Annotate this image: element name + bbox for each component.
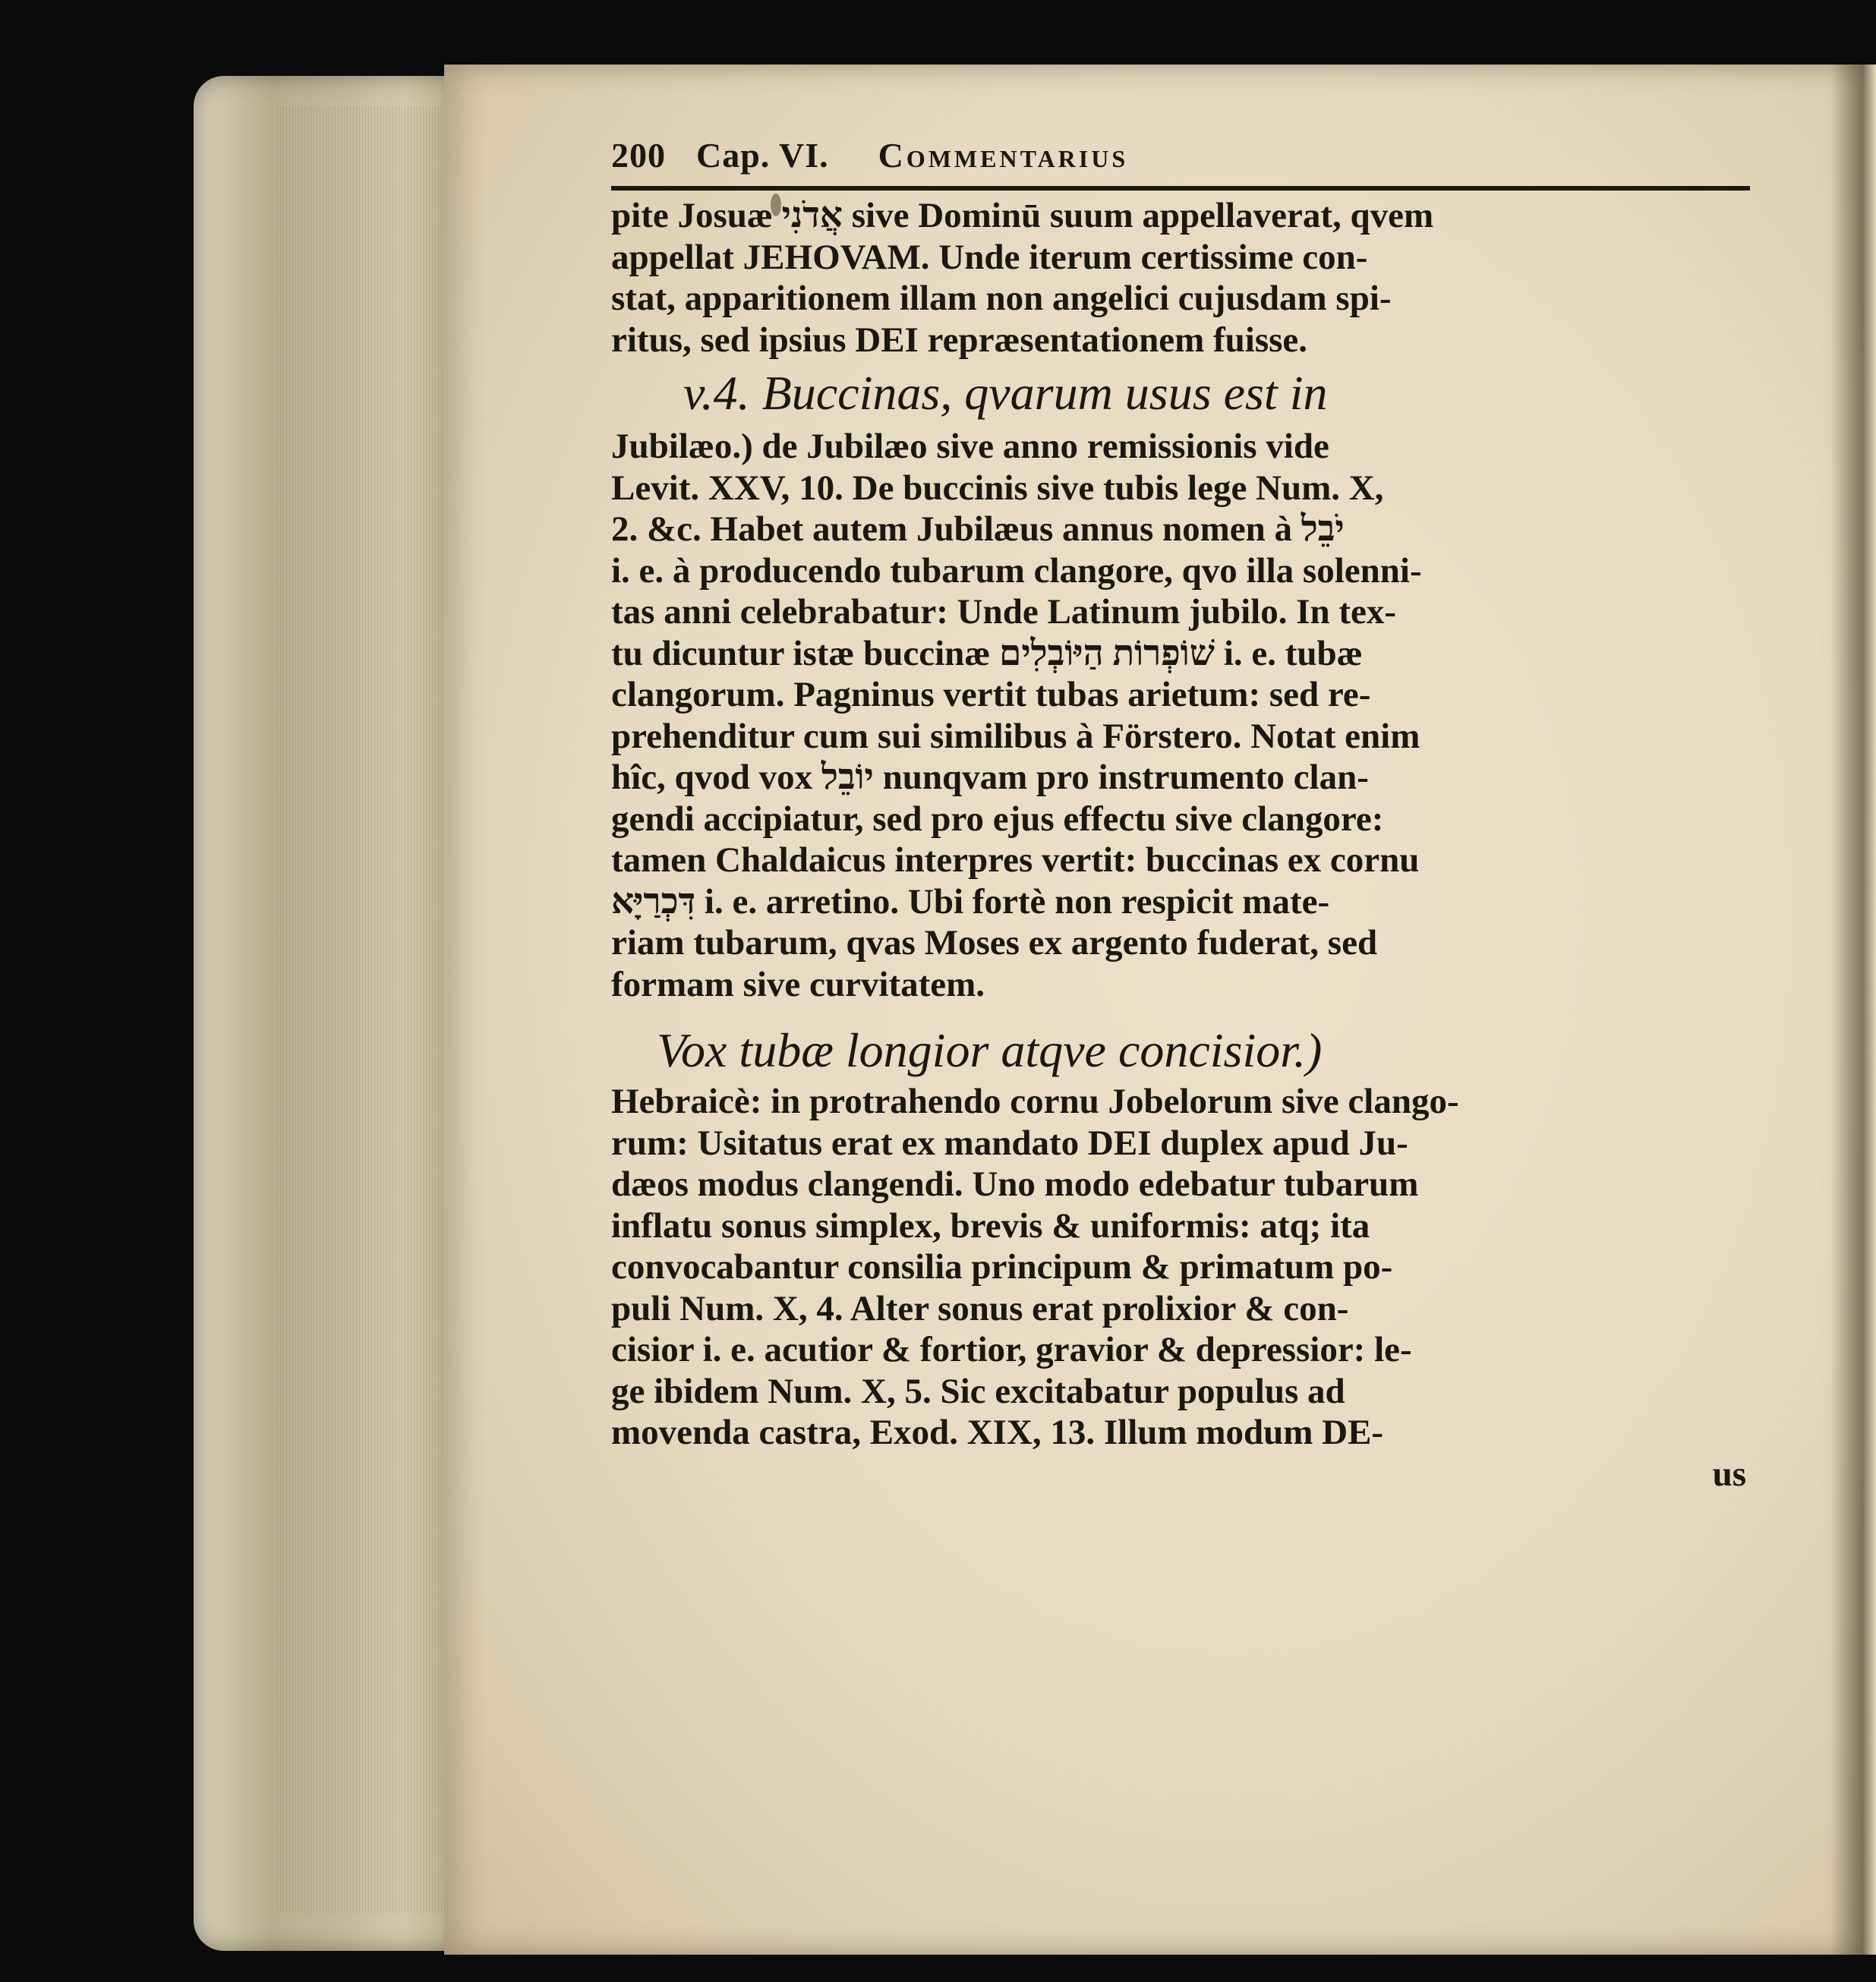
chapter-label: Cap. VI. <box>696 136 829 175</box>
text-line: ge ibidem Num. X, 5. Sic excitabatur populus ad <box>611 1371 1345 1411</box>
page-edge-lines <box>277 106 444 1913</box>
running-head <box>611 135 1750 191</box>
text-line: 2. &c. Habet autem Jubilæus annus nomen à יֹבֵל <box>611 509 1345 549</box>
verse-heading: v.4. Buccinas, qvarum usus est in <box>683 366 1328 420</box>
catchword: us <box>1712 1454 1746 1494</box>
text-line: appellat JEHOVAM. Unde iterum certissime con- <box>611 237 1368 277</box>
text-line: riam tubarum, qvas Moses ex argento fuderat, sed <box>611 923 1378 963</box>
page-edges <box>194 76 456 1951</box>
text-line: rum: Usitatus erat ex mandato DEI duplex apud Ju- <box>611 1123 1408 1163</box>
text-line: puli Num. X, 4. Alter sonus erat prolixior & con- <box>611 1288 1349 1328</box>
text-line: inflatu sonus simplex, brevis & uniformis: atq; ita <box>611 1205 1370 1246</box>
text-line: i. e. à producendo tubarum clangore, qvo illa solenni- <box>611 550 1422 591</box>
text-line: tamen Chaldaicus interpres vertit: buccinas ex cornu <box>611 840 1420 880</box>
text-line: prehenditur cum sui similibus à Förstero. Notat enim <box>611 716 1420 756</box>
text-line: tas anni celebrabatur: Unde Latinum jubilo. In tex- <box>611 592 1397 632</box>
text-line: ritus, sed ipsius DEI repræsentationem fuisse. <box>611 320 1308 360</box>
page-number: 200 <box>611 136 666 175</box>
running-title: Commentarius <box>878 136 1129 175</box>
text-line: Levit. XXV, 10. De buccinis sive tubis lege Num. X, <box>611 468 1384 508</box>
text-line: hîc, qvod vox יוֹבֵל nunqvam pro instrumento clan- <box>611 758 1369 797</box>
text-line: tu dicuntur istæ buccinæ שׁוֹפְרוֹת הַיּוֹבְלִים i. e. tubæ <box>611 633 1363 673</box>
page-content <box>611 135 1750 1495</box>
text-line: movenda castra, Exod. XIX, 13. Illum modum DE- <box>611 1413 1384 1452</box>
lemma-heading: Vox tubæ longior atqve concisior.) <box>657 1023 1323 1077</box>
text-line: stat, apparitionem illam non angelici cujusdam spi- <box>611 279 1392 318</box>
text-line: דִּכְרַיָּא i. e. arretino. Ubi fortè non respicit mate- <box>611 881 1330 922</box>
gutter-shadow <box>1830 65 1876 1955</box>
text-line: cisior i. e. acutior & fortior, gravior & depressior: le- <box>611 1330 1412 1369</box>
text-line: Hebraicè: in protrahendo cornu Jobelorum sive clango- <box>611 1082 1459 1121</box>
text-line: pite Josuæ אֲדֹנִי sive Dominū suum appellaverat, qvem <box>611 196 1434 235</box>
text-line: formam sive curvitatem. <box>611 964 985 1004</box>
text-line: gendi accipiatur, sed pro ejus effectu sive clangore: <box>611 799 1384 839</box>
text-line: convocabantur consilia principum & primatum po- <box>611 1247 1393 1287</box>
text-line: Jubilæo.) de Jubilæo sive anno remissionis vide <box>611 427 1329 466</box>
text-line: clangorum. Pagninus vertit tubas arietum: sed re- <box>611 675 1371 714</box>
text-line: dæos modus clangendi. Uno modo edebatur tubarum <box>611 1164 1419 1204</box>
